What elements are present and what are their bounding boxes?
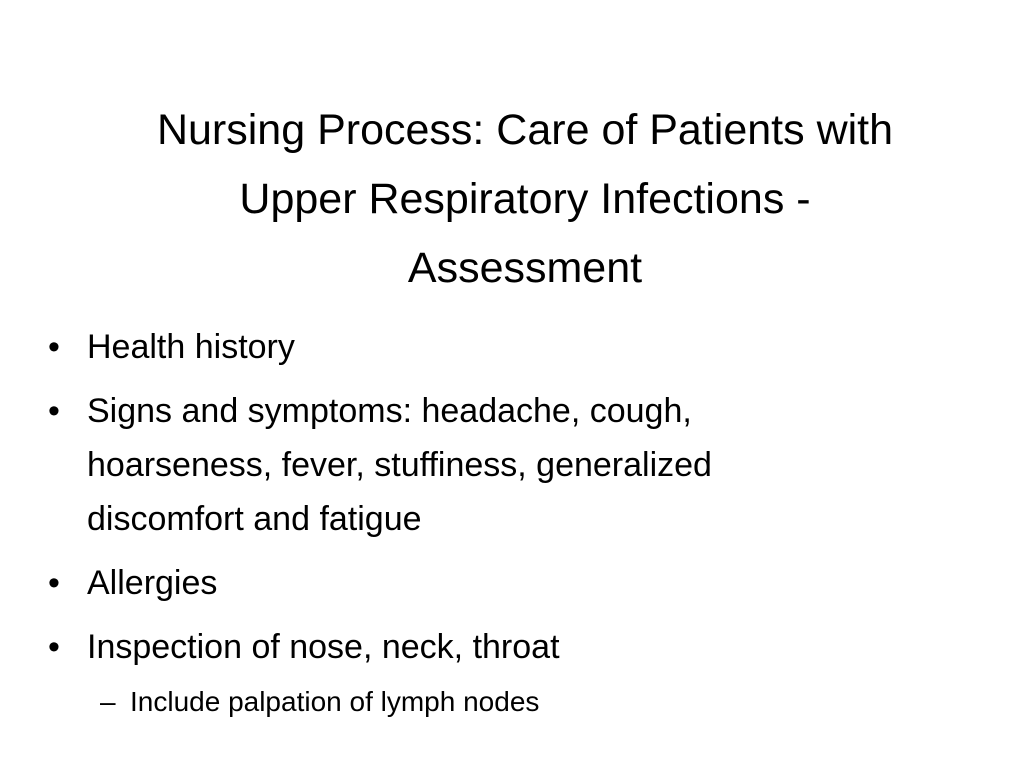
bullet-text: hoarseness, fever, stuffiness, generalized [87,446,712,484]
bullet-signs-symptoms [48,384,978,546]
bullet-text: Inspection of nose, neck, throat [87,628,560,666]
bullet-text: discomfort and fatigue [87,500,422,538]
bullet-text: Signs and symptoms: headache, cough, [87,392,692,430]
sub-bullet-marker: – [100,686,116,717]
bullet-list [48,320,978,724]
title-line: Nursing Process: Care of Patients with [156,106,894,154]
bullet-text: Allergies [87,564,218,602]
bullet-text: Health history [87,328,295,366]
bullet-marker: • [48,328,60,366]
title-line: Upper Respiratory Infections - [239,175,811,223]
sub-bullet-text: Include palpation of lymph nodes [130,686,540,717]
bullet-health-history [48,320,978,374]
slide-title [70,96,980,303]
bullet-marker: • [48,564,60,602]
bullet-marker: • [48,392,60,430]
bullet-marker: • [48,628,60,666]
bullet-inspection [48,620,978,674]
title-line: Assessment [407,244,643,292]
sub-bullet-palpation [48,680,978,724]
bullet-allergies [48,556,978,610]
